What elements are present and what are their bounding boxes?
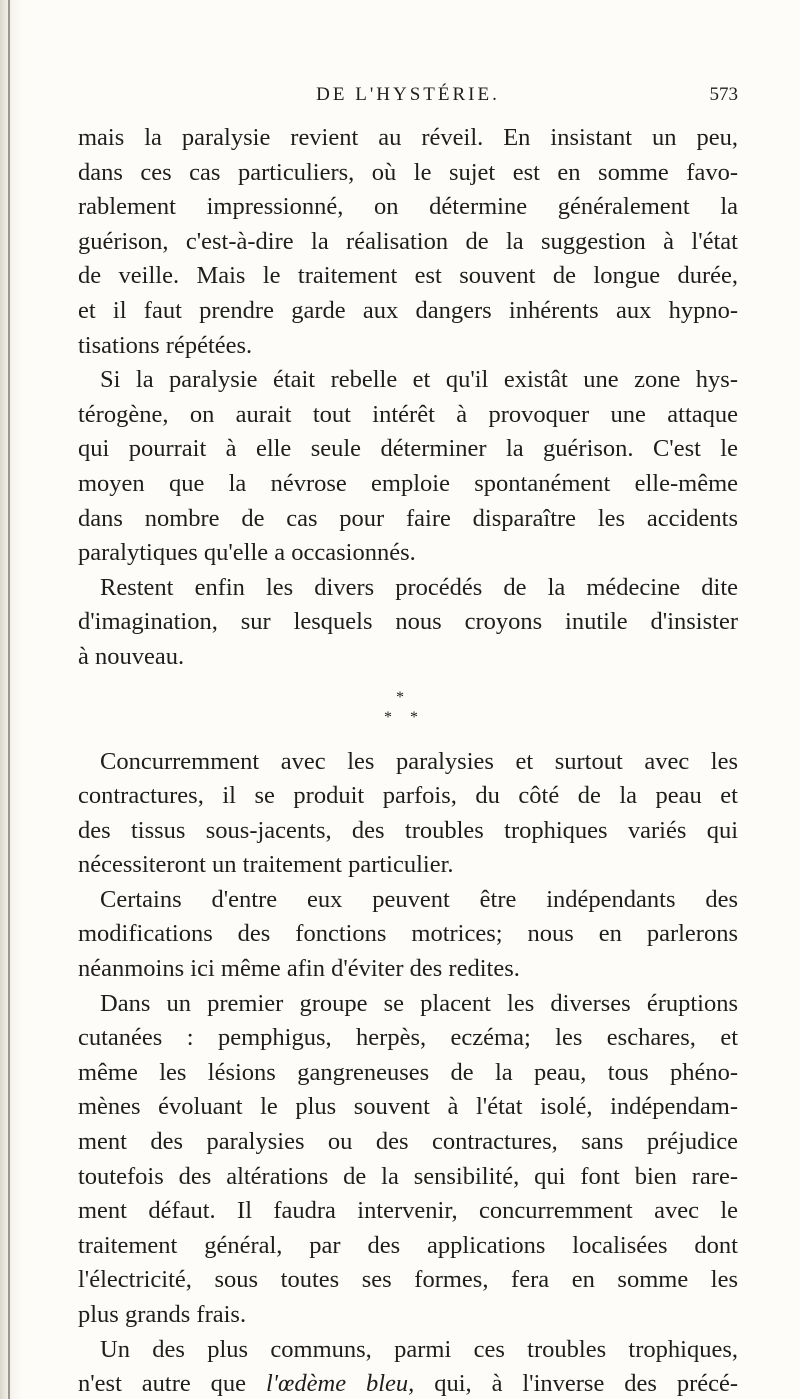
text-line: modifications des fonctions motrices; nous en parlerons bbox=[78, 920, 738, 948]
text-line: traitement général, par des applications localisées dont bbox=[78, 1231, 738, 1259]
text-line: Restent enfin les divers procédés de la médecine dite bbox=[100, 573, 738, 601]
text-line: qui pourrait à elle seule déterminer la guérison. C'est le bbox=[78, 435, 738, 463]
text-line: Certains d'entre eux peuvent être indépendants des bbox=[100, 885, 738, 913]
text-line: et il faut prendre garde aux dangers inhérents aux hypno- bbox=[78, 296, 738, 324]
text-line: néanmoins ici même afin d'éviter des redites. bbox=[78, 955, 520, 983]
text-line: mais la paralysie revient au réveil. En insistant un peu, bbox=[78, 124, 738, 151]
text-line: même les lésions gangreneuses de la peau, tous phéno- bbox=[78, 1058, 738, 1086]
text-line: ment des paralysies ou des contractures, sans préjudice bbox=[78, 1128, 738, 1156]
text-fragment: qui, à l'inverse des précé- bbox=[414, 1370, 739, 1398]
text-line: plus grands frais. bbox=[78, 1301, 247, 1328]
text-line: térogène, on aurait tout intérêt à provoquer une attaque bbox=[78, 400, 738, 428]
text-line: dans nombre de cas pour faire disparaître les accidents bbox=[78, 504, 738, 532]
text-line: contractures, il se produit parfois, du côté de la peau et bbox=[78, 782, 738, 810]
text-line: dans ces cas particuliers, où le sujet est en somme favo- bbox=[78, 158, 738, 186]
text-line: d'imagination, sur lesquels nous croyons inutile d'insister bbox=[78, 608, 738, 636]
emphasized-term: l'œdème bleu, bbox=[265, 1370, 415, 1398]
text-line: ment défaut. Il faudra intervenir, concurremment avec le bbox=[78, 1197, 738, 1225]
text-line: Dans un premier groupe se placent les diverses éruptions bbox=[100, 989, 738, 1017]
text-line-with-emphasis bbox=[78, 1367, 738, 1399]
text-line: Un des plus communs, parmi ces troubles trophiques, bbox=[100, 1335, 738, 1363]
page-header bbox=[78, 84, 738, 114]
text-line: Si la paralysie était rebelle et qu'il existât une zone hys- bbox=[100, 366, 738, 394]
asterisk: * bbox=[396, 688, 404, 706]
page-number: 573 bbox=[709, 84, 738, 105]
section-separator bbox=[78, 675, 738, 745]
text-line: paralytiques qu'elle a occasionnés. bbox=[78, 539, 416, 567]
text-line: des tissus sous-jacents, des troubles trophiques variés qui bbox=[78, 816, 738, 844]
binding-edge bbox=[8, 0, 10, 1399]
text-line: nécessiteront un traitement particulier. bbox=[78, 851, 454, 879]
asterisk: * bbox=[410, 708, 418, 726]
text-line: cutanées : pemphigus, herpès, eczéma; les eschares, et bbox=[78, 1024, 738, 1052]
page-gutter bbox=[0, 0, 22, 1399]
text-line: tisations répétées. bbox=[78, 331, 253, 359]
text-line: mènes évoluant le plus souvent à l'état isolé, indépendam- bbox=[78, 1093, 738, 1121]
text-line: toutefois des altérations de la sensibilité, qui font bien rare- bbox=[78, 1162, 738, 1190]
text-line: Concurremment avec les paralysies et surtout avec les bbox=[100, 747, 738, 775]
text-line: rablement impressionné, on détermine généralement la bbox=[78, 193, 738, 221]
body-text bbox=[78, 121, 738, 1399]
text-line: guérison, c'est-à-dire la réalisation de la suggestion à l'état bbox=[78, 227, 738, 255]
text-line: l'électricité, sous toutes ses formes, fera en somme les bbox=[78, 1266, 738, 1294]
asterisk: * bbox=[384, 708, 392, 726]
text-line: de veille. Mais le traitement est souvent de longue durée, bbox=[78, 262, 738, 290]
text-fragment: n'est autre que bbox=[78, 1370, 266, 1398]
running-title: DE L'HYSTÉRIE. bbox=[316, 84, 500, 105]
text-line: moyen que la névrose emploie spontanément elle-même bbox=[78, 469, 738, 497]
text-line: à nouveau. bbox=[78, 642, 185, 670]
